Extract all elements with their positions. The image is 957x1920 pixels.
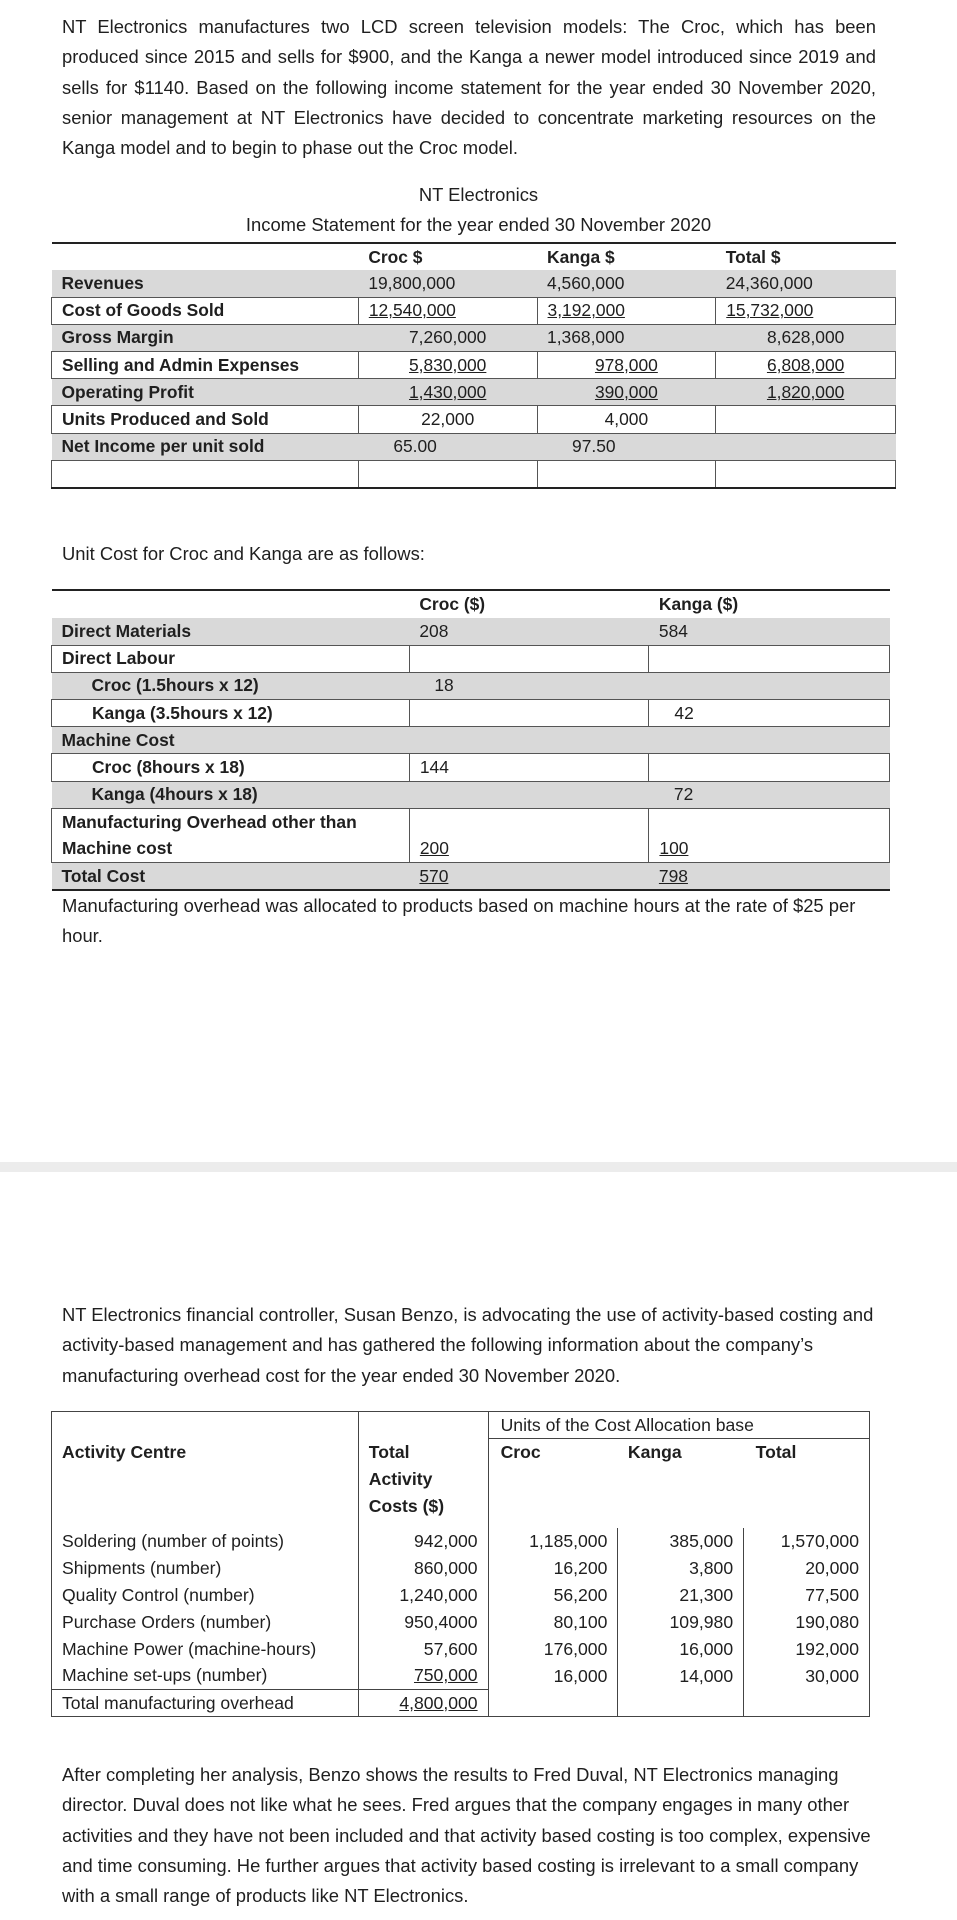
row-total-cost: Total Cost 570 798 [52,863,890,890]
row-operating-profit: Operating Profit 1,430,000 390,000 1,820,000 [52,379,896,406]
activity-header-row-2 [52,1466,870,1493]
header-activity-centre: Activity Centre [52,1439,359,1466]
row-empty [52,460,896,487]
intro-paragraph: NT Electronics manufactures two LCD screen television models: The Croc, which has been produced since 2015 and sells for $900, and the Kanga a newer model introduced since 2019 and sells for $1140. Based on the following income statement for the year ended 30 November 2020, senior management at NT Electronics have decided to concentrate marketing resources on the Kanga model and to begin to phase out the Croc model. [62,16,876,159]
row-revenues: Revenues 19,800,000 4,560,000 24,360,000 [52,270,896,297]
header-croc: Croc [488,1439,618,1466]
row-direct-materials: Direct Materials 208 584 [52,618,890,645]
activity-row-machine-power: Machine Power (machine-hours) 57,600 176,000 16,000 192,000 [52,1636,870,1663]
activity-row-soldering: Soldering (number of points) 942,000 1,185,000 385,000 1,570,000 [52,1528,870,1555]
activity-row-setups: Machine set-ups (number) 750,000 16,000 14,000 30,000 [52,1663,870,1690]
row-labour-kanga: Kanga (3.5hours x 12) 42 [52,700,890,727]
income-header-row [52,243,896,270]
header-total: Total [744,1439,870,1466]
overhead-note: Manufacturing overhead was allocated to products based on machine hours at the rate of $25 per hour. [62,895,856,947]
row-overhead-2: Machine cost 200 100 [52,836,890,863]
row-direct-labour: Direct Labour [52,645,890,672]
page-separator [0,1162,957,1172]
company-name: NT Electronics [418,184,539,205]
activity-row-shipments: Shipments (number) 860,000 16,200 3,800 20,000 [52,1555,870,1582]
row-machine-kanga: Kanga (4hours x 18) 72 [52,781,890,808]
header-total: Total $ [716,243,896,270]
activity-header-row-3 [52,1493,870,1520]
group-header: Units of the Cost Allocation base [488,1412,869,1439]
unit-cost-intro: Unit Cost for Croc and Kanga are as follows: [62,543,425,564]
row-cogs: Cost of Goods Sold 12,540,000 3,192,000 15,732,000 [52,297,896,324]
unit-cost-table [51,589,890,891]
controller-paragraph: NT Electronics financial controller, Susan Benzo, is advocating the use of activity-based costing and activity-based management and has gathered the following information about the company’s manufacturing overhead cost for the year ended 30 November 2020. [62,1304,874,1386]
uc-header-kanga: Kanga ($) [649,590,890,618]
uc-header-croc: Croc ($) [409,590,649,618]
activity-row-quality: Quality Control (number) 1,240,000 56,200 21,300 77,500 [52,1582,870,1609]
header-total-activity-2: Activity [358,1466,488,1493]
activity-header-row [52,1439,870,1466]
row-overhead-1: Manufacturing Overhead other than [52,808,890,835]
income-statement-title: Income Statement for the year ended 30 November 2020 [245,214,712,235]
header-kanga: Kanga [618,1439,744,1466]
row-labour-croc: Croc (1.5hours x 12) 18 [52,672,890,699]
row-machine-croc: Croc (8hours x 18) 144 [52,754,890,781]
activity-spacer-row [52,1520,870,1528]
header-kanga: Kanga $ [537,243,716,270]
activity-group-row [52,1412,870,1439]
header-total-activity-3: Costs ($) [358,1493,488,1520]
row-net-income: Net Income per unit sold 65.00 97.50 [52,433,896,460]
row-selling-admin: Selling and Admin Expenses 5,830,000 978,000 6,808,000 [52,352,896,379]
activity-row-purchase: Purchase Orders (number) 950,4000 80,100 109,980 190,080 [52,1609,870,1636]
activity-row-total: Total manufacturing overhead 4,800,000 [52,1690,870,1717]
row-machine-cost: Machine Cost [52,727,890,754]
row-units: Units Produced and Sold 22,000 4,000 [52,406,896,433]
activity-table [51,1411,870,1717]
header-croc: Croc $ [358,243,537,270]
conclusion-paragraph: After completing her analysis, Benzo shows the results to Fred Duval, NT Electronics managing director. Duval does not like what he sees. Fred argues that the company engages in many other activities and they have not been included and that activity based costing is too complex, expensive and time consuming. He further argues that activity based costing is irrelevant to a small company with a small range of products like NT Electronics. [62,1764,871,1907]
row-gross-margin: Gross Margin 7,260,000 1,368,000 8,628,000 [52,324,896,351]
income-statement-table [51,242,896,489]
unit-cost-header-row [52,590,890,618]
header-total-activity-1: Total [358,1439,488,1466]
